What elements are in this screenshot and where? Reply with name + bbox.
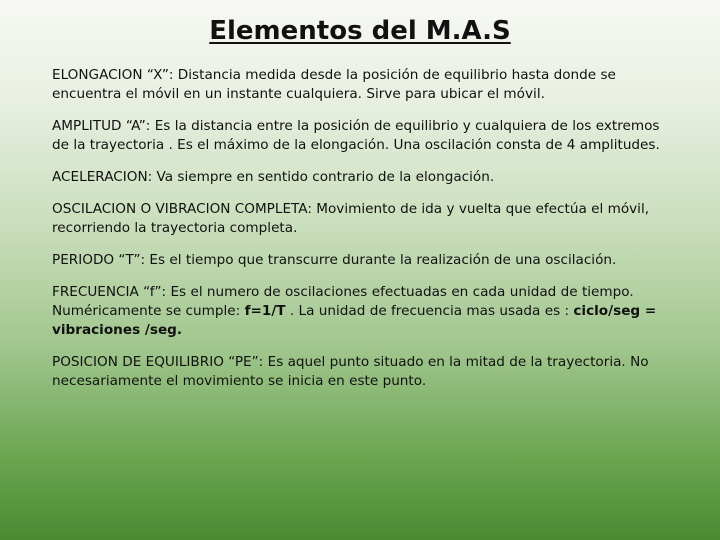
definition-aceleracion (52, 168, 672, 187)
definition-text: Es el tiempo que transcurre durante la realización de una oscilación. (145, 252, 617, 268)
definition-frecuencia (52, 283, 672, 340)
definition-term: FRECUENCIA “f”: (52, 284, 167, 300)
definition-text: Movimiento de ida y vuelta que efectúa el móvil, recorriendo la trayectoria completa. (52, 201, 650, 236)
definition-term: AMPLITUD “A”: (52, 118, 151, 134)
definition-text: Es el numero de oscilaciones efectuadas en cada unidad de tiempo. Numéricamente se cumple: (52, 284, 634, 319)
definition-text: Es la distancia entre la posición de equilibrio y cualquiera de los extremos de la trayectoria . Es el máximo de la elongación. Una oscilación consta de 4 amplitudes. (52, 118, 660, 153)
frequency-unit: ciclo/seg = vibraciones /seg. (52, 303, 657, 338)
definition-term: OSCILACION O VIBRACION COMPLETA: (52, 201, 312, 217)
definitions-list (52, 66, 672, 404)
definition-text: Es aquel punto situado en la mitad de la trayectoria. No necesariamente el movimiento se inicia en este punto. (52, 354, 649, 389)
definition-elongacion (52, 66, 672, 104)
definition-periodo (52, 251, 672, 270)
definition-term: ELONGACION “X”: (52, 67, 174, 83)
definition-text: Va siempre en sentido contrario de la elongación. (152, 169, 495, 185)
definition-text-after: . La unidad de frecuencia mas usada es : (285, 303, 574, 319)
definition-text: Distancia medida desde la posición de equilibrio hasta donde se encuentra el móvil en un instante cualquiera. Sirve para ubicar el móvil. (52, 67, 616, 102)
definition-posicion-equilibrio (52, 353, 672, 391)
definition-term: PERIODO “T”: (52, 252, 146, 268)
definition-term: ACELERACION: (52, 169, 153, 185)
definition-term: POSICION DE EQUILIBRIO “PE”: (52, 354, 264, 370)
slide-title: Elementos del M.A.S (209, 16, 511, 46)
frequency-formula: f=1/T (244, 303, 286, 319)
definition-oscilacion (52, 200, 672, 238)
definition-amplitud (52, 117, 672, 155)
